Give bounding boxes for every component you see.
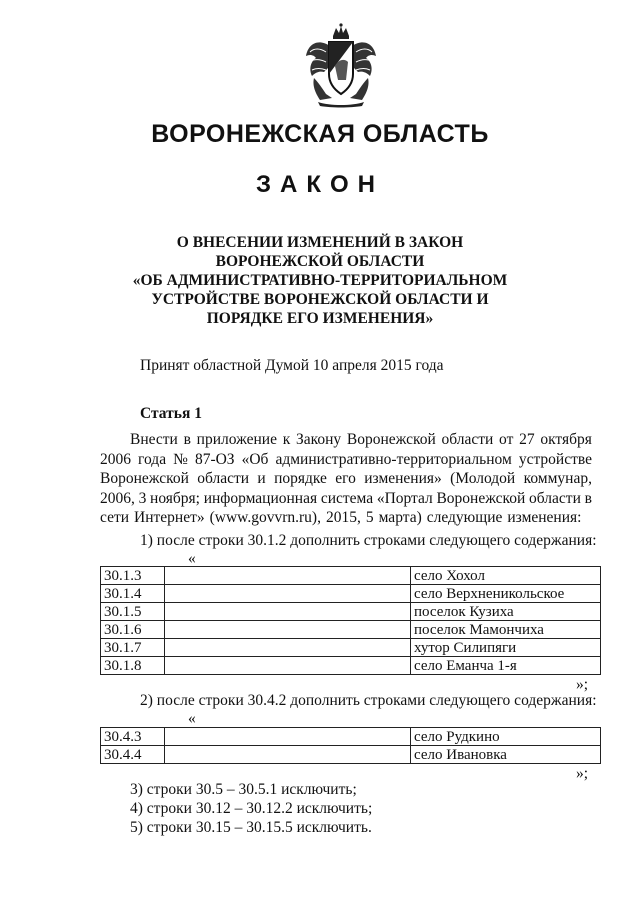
paragraph-word: система xyxy=(320,489,374,507)
paragraph-line xyxy=(100,450,592,470)
table-insert-2 xyxy=(100,727,601,764)
table-insert-1 xyxy=(100,566,601,675)
row-code: 30.1.7 xyxy=(101,639,165,657)
paragraph-word: области xyxy=(529,489,581,507)
row-code: 30.1.3 xyxy=(101,567,165,585)
article-heading: Статья 1 xyxy=(140,405,202,422)
amendment-item-2: 2) после строки 30.4.2 дополнить строками следующего содержания: xyxy=(140,692,597,709)
amendment-item-1: 1) после строки 30.1.2 дополнить строками следующего содержания: xyxy=(140,532,597,549)
paragraph-word: административно-территориальном xyxy=(275,450,512,468)
paragraph-word: 2006, xyxy=(100,489,135,507)
paragraph-word: Внести xyxy=(130,431,178,448)
table-row xyxy=(101,585,601,603)
amendment-item-5: 5) строки 30.15 – 30.15.5 исключить. xyxy=(130,819,372,836)
paragraph-word: изменения: xyxy=(507,509,582,527)
paragraph-word: к xyxy=(282,431,291,448)
table-row xyxy=(101,639,601,657)
paragraph-line xyxy=(100,469,592,489)
close-quote: »; xyxy=(576,765,589,782)
paragraph-word: 27 xyxy=(519,431,535,448)
row-settlement: село Хохол xyxy=(411,567,601,585)
paragraph-word: «Портал xyxy=(376,489,433,507)
row-blank xyxy=(165,639,411,657)
paragraph-word: Воронежской xyxy=(100,470,189,488)
paragraph-line xyxy=(100,430,592,450)
paragraph-word: порядке xyxy=(274,470,327,488)
law-title-line: ПОРЯДКЕ ЕГО ИЗМЕНЕНИЯ» xyxy=(206,310,434,327)
table-row xyxy=(101,746,601,764)
paragraph-word: Интернет» xyxy=(134,509,205,527)
row-blank xyxy=(165,621,411,639)
paragraph-word: сети xyxy=(100,509,130,527)
paragraph-word: Воронежской xyxy=(346,431,436,448)
paragraph-word: области xyxy=(441,431,494,448)
row-code: 30.1.8 xyxy=(101,657,165,675)
row-blank xyxy=(165,728,411,746)
paragraph-word: от xyxy=(499,431,514,448)
row-settlement: село Верхненикольское xyxy=(411,585,601,603)
law-title-line: ВОРОНЕЖСКОЙ ОБЛАСТИ xyxy=(215,253,425,270)
law-title-line: «ОБ АДМИНИСТРАТИВНО-ТЕРРИТОРИАЛЬНОМ xyxy=(132,272,508,289)
row-code: 30.4.4 xyxy=(101,746,165,764)
row-blank xyxy=(165,657,411,675)
region-title: ВОРОНЕЖСКАЯ ОБЛАСТЬ xyxy=(151,120,489,148)
law-heading: ЗАКОН xyxy=(255,171,384,198)
law-title xyxy=(0,233,640,328)
paragraph-word: марта) xyxy=(378,509,422,527)
paragraph-word: Воронежской xyxy=(436,489,526,507)
amendment-item-3: 3) строки 30.5 – 30.5.1 исключить; xyxy=(130,781,357,798)
row-settlement: поселок Кузиха xyxy=(411,603,601,621)
row-blank xyxy=(165,585,411,603)
row-settlement: село Еманча 1-я xyxy=(411,657,601,675)
paragraph-word: «Об xyxy=(241,450,269,468)
row-code: 30.1.5 xyxy=(101,603,165,621)
paragraph-word: 5 xyxy=(365,509,374,527)
table-row xyxy=(101,567,601,585)
row-settlement: хутор Силипяги xyxy=(411,639,601,657)
row-settlement: поселок Мамончиха xyxy=(411,621,601,639)
paragraph-word: информационная xyxy=(203,489,318,507)
row-code: 30.1.6 xyxy=(101,621,165,639)
row-blank xyxy=(165,603,411,621)
paragraph-word: следующие xyxy=(426,509,503,527)
paragraph-word: его xyxy=(335,470,356,488)
paragraph-word: 87-ОЗ xyxy=(194,450,235,468)
row-settlement: село Рудкино xyxy=(411,728,601,746)
table-row xyxy=(101,728,601,746)
table-row xyxy=(101,621,601,639)
open-quote: « xyxy=(188,550,196,567)
paragraph-word: и xyxy=(257,470,266,488)
amendment-item-4: 4) строки 30.12 – 30.12.2 исключить; xyxy=(130,800,373,817)
table-row xyxy=(101,657,601,675)
paragraph-word: № xyxy=(173,450,188,468)
paragraph-word: в xyxy=(183,431,191,448)
paragraph-word: Закону xyxy=(295,431,342,448)
paragraph-word: области xyxy=(197,470,250,488)
paragraph-word: устройстве xyxy=(518,450,592,468)
paragraph-line xyxy=(100,508,592,528)
row-settlement: село Ивановка xyxy=(411,746,601,764)
law-title-line: О ВНЕСЕНИИ ИЗМЕНЕНИЙ В ЗАКОН xyxy=(176,234,464,251)
close-quote: »; xyxy=(576,676,589,693)
paragraph-word: 3 xyxy=(138,489,147,507)
paragraph-word: 2015, xyxy=(325,509,361,527)
article-paragraph xyxy=(100,430,592,528)
law-title-line: УСТРОЙСТВЕ ВОРОНЕЖСКОЙ ОБЛАСТИ И xyxy=(151,291,489,308)
paragraph-word: приложение xyxy=(196,431,277,448)
paragraph-word: ноября; xyxy=(150,489,200,507)
paragraph-line xyxy=(100,489,592,509)
row-blank xyxy=(165,746,411,764)
paragraph-word: коммунар, xyxy=(523,470,592,488)
paragraph-word: года xyxy=(138,450,167,468)
paragraph-word: в xyxy=(584,489,592,507)
coat-of-arms-icon xyxy=(300,22,382,108)
table-row xyxy=(101,603,601,621)
row-code: 30.1.4 xyxy=(101,585,165,603)
paragraph-word: (Молодой xyxy=(450,470,516,488)
paragraph-word: изменения» xyxy=(364,470,442,488)
paragraph-word: (www.govvrn.ru), xyxy=(209,509,321,527)
row-blank xyxy=(165,567,411,585)
row-code: 30.4.3 xyxy=(101,728,165,746)
adoption-date: Принят областной Думой 10 апреля 2015 года xyxy=(140,357,444,374)
paragraph-word: 2006 xyxy=(100,450,131,468)
paragraph-word: октября xyxy=(540,431,592,448)
open-quote: « xyxy=(188,710,196,727)
